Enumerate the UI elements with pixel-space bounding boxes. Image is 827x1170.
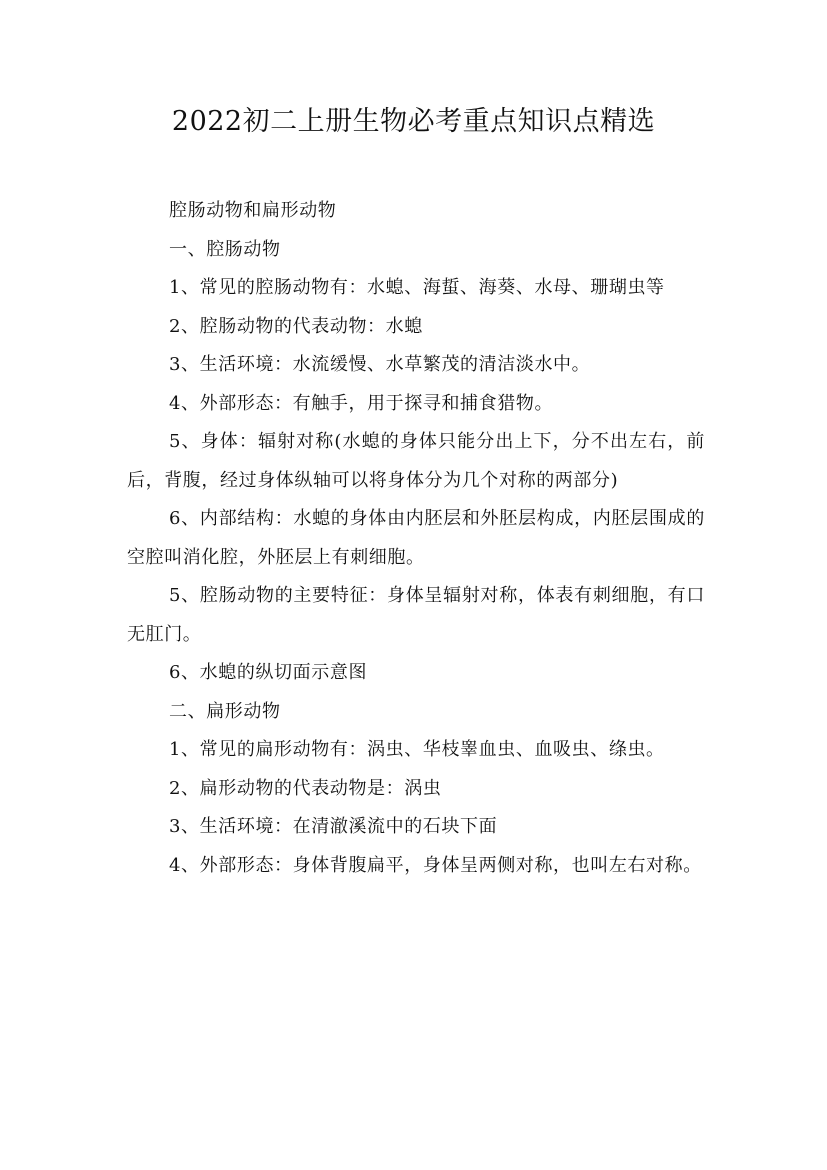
paragraph: 4、外部形态：有触手，用于探寻和捕食猎物。 — [169, 392, 554, 414]
paragraph: 1、常见的腔肠动物有：水螅、海蜇、海葵、水母、珊瑚虫等 — [169, 277, 665, 298]
paragraph: 6、内部结构：水螅的身体由内胚层和外胚层构成，内胚层围成的空腔叫消化腔，外胚层上有刺细胞。 — [127, 508, 705, 568]
paragraph: 1、常见的扁形动物有：涡虫、华枝睾血虫、血吸虫、绦虫。 — [169, 739, 665, 760]
document-title: 2022初二上册生物必考重点知识点精选 — [171, 106, 656, 137]
paragraph: 3、生活环境：在清澈溪流中的石块下面 — [169, 816, 498, 837]
document-body — [127, 192, 705, 885]
section-heading: 腔肠动物和扁形动物 — [169, 200, 337, 221]
paragraph: 4、外部形态：身体背腹扁平，身体呈两侧对称，也叫左右对称。 — [169, 854, 702, 876]
subsection-heading: 二、扁形动物 — [169, 700, 281, 722]
paragraph: 3、生活环境：水流缓慢、水草繁茂的清洁淡水中。 — [169, 354, 591, 375]
paragraph: 2、扁形动物的代表动物是：涡虫 — [169, 777, 442, 799]
paragraph: 6、水螅的纵切面示意图 — [169, 662, 368, 683]
paragraph: 2、腔肠动物的代表动物：水螅 — [169, 315, 423, 337]
paragraph: 5、腔肠动物的主要特征：身体呈辐射对称，体表有刺细胞，有口无肛门。 — [127, 585, 705, 645]
paragraph: 5、身体：辐射对称(水螅的身体只能分出上下，分不出左右，前后，背腹，经过身体纵轴可以将身体分为几个对称的两部分) — [127, 431, 705, 491]
subsection-heading: 一、腔肠动物 — [169, 238, 281, 260]
